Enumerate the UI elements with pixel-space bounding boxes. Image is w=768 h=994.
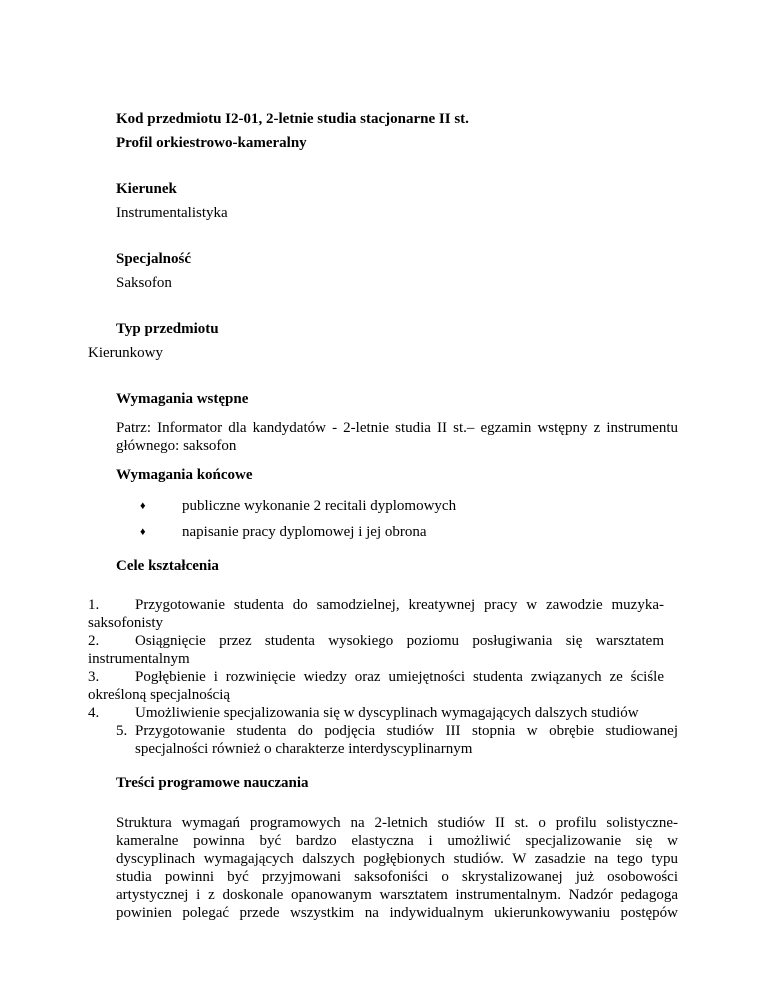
tresci-line-5: artystycznej i z doskonale opanowanym warsztatem instrumentalnym. Nadzór pedagoga [116,887,678,903]
diamond-bullet-icon: ♦ [140,500,146,512]
specjalnosc-value: Saksofon [116,275,172,291]
cele-item-3-number: 3. [88,669,100,685]
cele-item-5-line-2: specjalności również o charakterze interdyscyplinarnym [135,741,473,757]
typ-value: Kierunkowy [88,345,163,361]
cele-item-5-number: 5. [116,723,128,739]
tresci-heading: Treści programowe nauczania [116,775,309,791]
tresci-line-3: dyscyplinach wymagających dalszych pogłębionych studiów. W zasadzie na tego typu [116,851,678,867]
cele-item-1-line-1: Przygotowanie studenta do samodzielnej, kreatywnej pracy w zawodzie muzyka- [135,597,664,613]
cele-item-5-line-1: Przygotowanie studenta do podjęcia studiów III stopnia w obrębie studiowanej [135,723,678,739]
kierunek-heading: Kierunek [116,181,177,197]
cele-item-4-line-1: Umożliwienie specjalizowania się w dyscyplinach wymagających dalszych studiów [135,705,639,721]
wymagania-koncowe-item-2: napisanie pracy dyplomowej i jej obrona [182,524,427,540]
cele-heading: Cele kształcenia [116,558,219,574]
diamond-bullet-icon: ♦ [140,526,146,538]
cele-item-2-line-1: Osiągnięcie przez studenta wysokiego poziomu posługiwania się warsztatem [135,633,664,649]
profile-line: Profil orkiestrowo-kameralny [116,135,307,151]
wymagania-koncowe-item-1: publiczne wykonanie 2 recitali dyplomowych [182,498,457,514]
specjalnosc-heading: Specjalność [116,251,191,267]
wymagania-wstepne-heading: Wymagania wstępne [116,391,249,407]
cele-item-4-number: 4. [88,705,100,721]
tresci-line-1: Struktura wymagań programowych na 2-letnich studiów II st. o profilu solistyczne- [116,815,678,831]
wymagania-wstepne-line-2: głównego: saksofon [116,438,237,454]
cele-item-1-line-2: saksofonisty [88,615,163,631]
wymagania-wstepne-line-1: Patrz: Informator dla kandydatów - 2-letnie studia II st.– egzamin wstępny z instrumentu [116,420,678,436]
cele-item-3-line-1: Pogłębienie i rozwinięcie wiedzy oraz umiejętności studenta związanych ze ściśle [135,669,664,685]
wymagania-koncowe-heading: Wymagania końcowe [116,467,253,483]
cele-item-3-line-2: określoną specjalnością [88,687,231,703]
cele-item-2-number: 2. [88,633,100,649]
kierunek-value: Instrumentalistyka [116,205,228,221]
course-code-line: Kod przedmiotu I2-01, 2-letnie studia stacjonarne II st. [116,111,469,127]
tresci-line-2: kameralne powinna być bardzo elastyczna i umożliwić specjalizowanie się w [116,833,678,849]
typ-heading: Typ przedmiotu [116,321,219,337]
cele-item-1-number: 1. [88,597,100,613]
cele-item-2-line-2: instrumentalnym [88,651,190,667]
tresci-line-4: studia powinni być przyjmowani saksofoniści o skrystalizowanej już osobowości [116,869,678,885]
tresci-line-6: powinien polegać przede wszystkim na indywidualnym ukierunkowywaniu postępów [116,905,678,921]
